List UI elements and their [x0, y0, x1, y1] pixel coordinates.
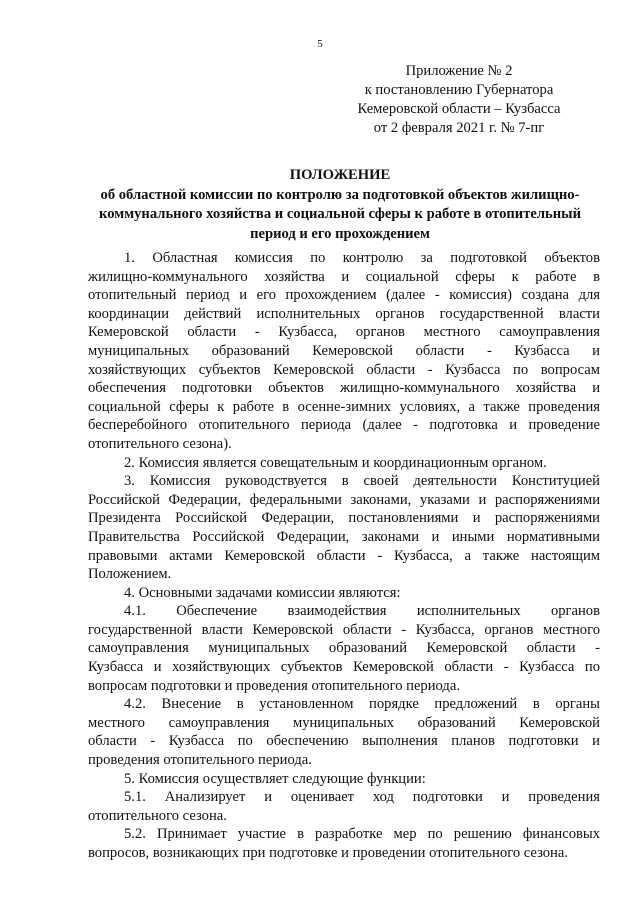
paragraph-2	[88, 454, 600, 473]
text-line: правовыми актами Кемеровской области - Кузбасса, а также настоящим	[88, 547, 600, 564]
paragraph-4-2	[88, 695, 600, 769]
text-line: социальной сферы к работе в осенне-зимних условиях, а также проведения	[88, 398, 600, 415]
document-body	[88, 249, 600, 863]
text-line: 4. Основными задачами комиссии являются:	[124, 584, 401, 601]
text-line: муниципальных образований Кемеровской области - Кузбасса и	[88, 342, 600, 359]
text-line: Правительства Российской Федерации, законами и иными нормативными	[88, 528, 600, 545]
paragraph-3	[88, 472, 600, 584]
text-line: проведения отопительного периода.	[88, 752, 312, 769]
paragraph-5-2	[88, 825, 600, 862]
paragraph-4-1	[88, 602, 600, 695]
text-line: вопросов, возникающих при подготовке и проведении отопительного сезона.	[88, 845, 568, 861]
text-line: 3. Комиссия руководствуется в своей деятельности Конституцией	[124, 473, 600, 490]
document-title	[80, 166, 600, 244]
text-line: Кузбасса и хозяйствующих субъектов Кемеровской области - Кузбасса по	[88, 659, 600, 676]
text-line: 5. Комиссия осуществляет следующие функции:	[124, 770, 426, 787]
text-line: отопительный период и его прохождением (далее - комиссия) создана для	[88, 287, 600, 304]
text-line: бесперебойного отопительного периода (далее - подготовка и проведение	[88, 417, 600, 434]
text-line: 5.2. Принимает участие в разработке мер по решению финансовых	[124, 826, 600, 843]
text-line: координации действий исполнительных органов государственной власти	[88, 305, 600, 322]
text-line: обеспечения подготовки объектов жилищно-коммунального хозяйства и	[88, 380, 600, 397]
text-line: Положением.	[88, 566, 172, 583]
text-line: 5.1. Анализирует и оценивает ход подготовки и проведения	[124, 789, 600, 806]
text-line: жилищно-коммунального хозяйства и социальной сферы к работе в	[88, 268, 600, 285]
title-heading: ПОЛОЖЕНИЕ	[289, 167, 391, 183]
text-line: 4.2. Внесение в установленном порядке предложений в органы	[124, 696, 600, 713]
paragraph-1	[88, 249, 600, 454]
text-line: области - Кузбасса по обеспечению выполнения планов подготовки и	[88, 733, 600, 750]
annex-header	[330, 62, 588, 138]
paragraph-5	[88, 770, 600, 789]
text-line: местного самоуправления муниципальных образований Кемеровской	[88, 714, 600, 731]
page-number: 5	[317, 38, 323, 50]
text-line: 1. Областная комиссия по контролю за подготовкой объектов	[124, 250, 600, 266]
text-line: вопросам подготовки и проведения отопительного периода.	[88, 677, 460, 694]
title-subtitle-line: об областной комиссии по контролю за подготовкой объектов жилищно-	[100, 186, 580, 203]
annex-line: Приложение № 2	[405, 63, 513, 79]
annex-line: от 2 февраля 2021 г. № 7-пг	[373, 120, 545, 136]
title-subtitle-line: коммунального хозяйства и социальной сферы к работе в отопительный	[99, 206, 581, 222]
text-line: хозяйствующих субъектов Кемеровской области - Кузбасса по вопросам	[88, 361, 600, 378]
text-line: 4.1. Обеспечение взаимодействия исполнительных органов	[124, 603, 600, 620]
text-line: Кемеровской области - Кузбасса, органов местного самоуправления	[88, 324, 600, 341]
text-line: отопительного сезона.	[88, 807, 227, 824]
text-line: отопительного сезона).	[88, 435, 232, 452]
paragraph-5-1	[88, 788, 600, 825]
paragraph-4	[88, 584, 600, 603]
text-line: Российской Федерации, федеральными законами, указами и распоряжениями	[88, 491, 600, 508]
annex-line: Кемеровской области – Кузбасса	[357, 101, 561, 117]
text-line: Президента Российской Федерации, постановлениями и распоряжениями	[88, 510, 600, 527]
title-subtitle-line: период и его прохождением	[250, 225, 430, 242]
text-line: государственной власти Кемеровской области - Кузбасса, органов местного	[88, 621, 600, 638]
annex-line: к постановлению Губернатора	[364, 82, 554, 98]
text-line: 2. Комиссия является совещательным и координационным органом.	[124, 454, 547, 471]
text-line: самоуправления муниципальных образований Кемеровской области -	[88, 640, 600, 657]
